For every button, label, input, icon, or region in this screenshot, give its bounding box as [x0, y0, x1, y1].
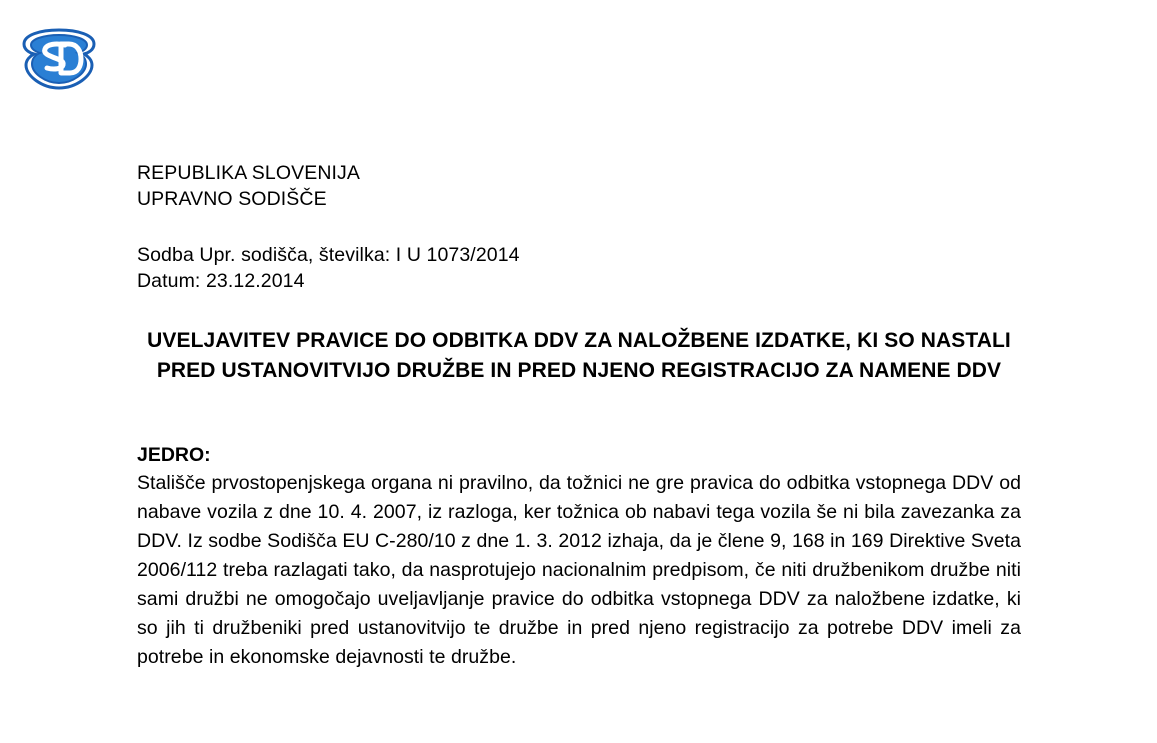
- document-meta: [137, 242, 1021, 294]
- case-number: Sodba Upr. sodišča, številka: I U 1073/2014: [137, 244, 520, 266]
- section-label-jedro: JEDRO:: [137, 444, 211, 466]
- organization-line-1: REPUBLIKA SLOVENIJA: [137, 162, 360, 184]
- organization-block: [137, 160, 1021, 212]
- document-content: [137, 160, 1021, 672]
- shield-sd-logo-icon: [20, 28, 98, 90]
- body-paragraph: Stališče prvostopenjskega organa ni pravilno, da tožnici ne gre pravica do odbitka vstopnega DDV od nabave vozila z dne 10. 4. 2007, iz razloga, ker tožnica ob nabavi tega vozila še ni bila zavezanka za DDV. Iz sodbe Sodišča EU C-280/10 z dne 1. 3. 2012 izhaja, da je člene 9, 168 in 169 Direktive Sveta 2006/112 treba razlagati tako, da nasprotujejo nacionalnim predpisom, če niti družbenikom družbe niti sami družbi ne omogočajo uveljavljanje pravice do odbitka vstopnega DDV za naložbene izdatke, ki so jih ti družbeniki pred ustanovitvijo te družbe in pred njeno registracijo za potrebe DDV imeli za potrebe in ekonomske dejavnosti te družbe.: [137, 472, 1021, 668]
- page-title: UVELJAVITEV PRAVICE DO ODBITKA DDV ZA NALOŽBENE IZDATKE, KI SO NASTALI PRED USTANOVITVIJO DRUŽBE IN PRED NJENO REGISTRACIJO ZA NAMENE DDV: [147, 329, 1011, 382]
- document-date: Datum: 23.12.2014: [137, 270, 305, 292]
- organization-line-2: UPRAVNO SODIŠČE: [137, 188, 327, 210]
